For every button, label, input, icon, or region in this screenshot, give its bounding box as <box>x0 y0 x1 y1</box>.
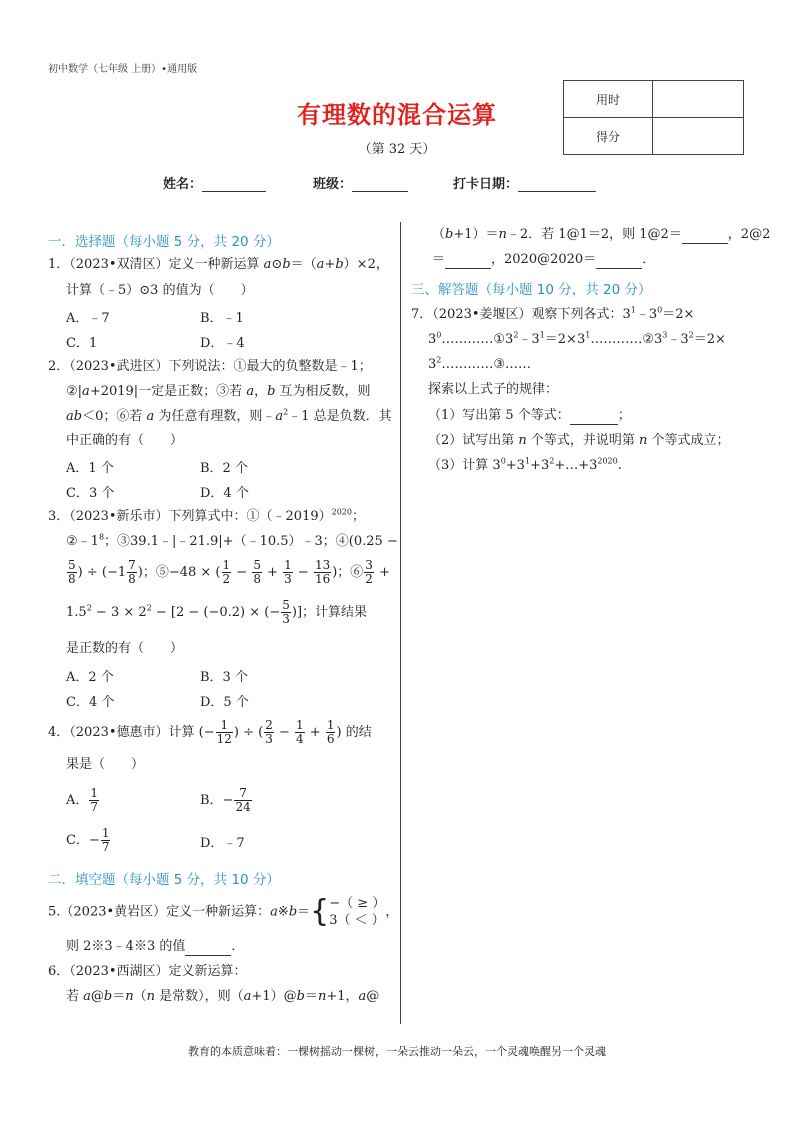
date-field[interactable] <box>453 173 596 192</box>
time-field[interactable] <box>653 81 744 118</box>
q6-blank-2[interactable] <box>445 254 491 269</box>
frac-1-12: $\frac{1}{12}$ <box>216 718 232 746</box>
q7-blank[interactable] <box>570 410 618 425</box>
q6-line3: （b+1）＝n﹣2．若 1@1＝2，则 1@2＝ ，2@2 <box>432 227 771 242</box>
q4-option-d[interactable]: D．﹣7 <box>200 836 245 851</box>
q3-option-b[interactable]: B．3 个 <box>200 670 248 685</box>
footer-quote: 教育的本质意味着：一棵树摇动一棵树，一朵云推动一朵云，一个灵魂唤醒另一个灵魂 <box>188 1045 606 1058</box>
q3-line4: $1.5^2 - 3 \times 2^2 - [2 - (-0.2)$ × (− $\frac{5}{3}$ )]；计算结果 <box>66 598 368 626</box>
section-choice-heading: 一．选择题（每小题 5 分，共 20 分） <box>48 234 280 250</box>
q1-line2: 计算（﹣5）⊙3 的值为（ ） <box>66 283 254 298</box>
date-label: 打卡日期： <box>453 177 519 192</box>
q7-line4: 探索以上式子的规律： <box>428 382 559 397</box>
q6-line2: 若 a@b＝n（n 是常数），则（a+1）@b＝n+1，a@ <box>66 989 380 1004</box>
q4-option-c[interactable]: C．− $\frac{1}{7}$ <box>66 826 110 854</box>
q1-line1: 1．（2023•双清区）定义一种新运算 a⊙b＝（a+b）×2， <box>48 257 389 272</box>
q4-option-b[interactable]: B．− $\frac{7}{24}$ <box>200 786 251 814</box>
frac-5-3: $\frac{5}{3}$ <box>282 598 290 626</box>
time-score-box <box>563 80 744 155</box>
q7-line7: （3）计算 $3^0+3^1+3^2+\dots+3^{2020}$. <box>428 456 622 473</box>
name-field[interactable] <box>163 173 266 192</box>
page-title: 有理数的混合运算 <box>297 101 497 129</box>
frac-7-8: $\frac{7}{8}$ <box>128 558 136 586</box>
q6-blank-3[interactable] <box>596 254 642 269</box>
q1-option-a[interactable]: A．﹣7 <box>66 311 110 326</box>
day-label: （第 32 天） <box>358 142 436 157</box>
class-label: 班级： <box>313 177 353 192</box>
q6-line1: 6．（2023•西湖区）定义新运算： <box>48 964 247 979</box>
q7-line2: $3^0\dots\dots\dots\dots ①3^2﹣3^1=2\times 3^1\dots\dots\dots\dots ②3^3﹣3^2=2\times$ <box>428 330 726 347</box>
q2-option-d[interactable]: D．4 个 <box>200 486 249 501</box>
q2-option-b[interactable]: B．2 个 <box>200 461 248 476</box>
score-field[interactable] <box>653 118 744 155</box>
q3-line2: $②﹣1^8$；③39.1﹣|﹣21.9|+（﹣10.5）﹣3；④(0.25 − <box>66 532 398 549</box>
frac-3-2: $\frac{3}{2}$ <box>365 558 373 586</box>
q7-line1: 7．（2023•姜堰区）观察下列各式：$3^1﹣3^0=2\times$ <box>411 305 695 322</box>
q6-line4: ＝ ，2020@2020＝ ． <box>432 252 656 267</box>
frac-1-4: $\frac{1}{4}$ <box>296 718 304 746</box>
q2-option-c[interactable]: C．3 个 <box>66 486 115 501</box>
section-fill-heading: 二．填空题（每小题 5 分，共 10 分） <box>48 872 280 888</box>
q4-line1: 4．（2023•德惠市）计算 (− $\frac{1}{12}$ ) ÷ ( $\frac{2}{3}$ − $\frac{1}{4}$ + $\frac{1}{6}$ ) 的结 <box>48 718 372 746</box>
q6-blank-1[interactable] <box>682 229 728 244</box>
frac-13-16: $\frac{13}{16}$ <box>314 558 331 586</box>
q2-line1: 2．（2023•武进区）下列说法：①最大的负整数是﹣1； <box>48 359 372 374</box>
frac-1-3: $\frac{1}{3}$ <box>284 558 292 586</box>
name-label: 姓名： <box>163 177 203 192</box>
q4-line2: 果是（ ） <box>66 757 145 772</box>
q3-line1: 3．（2023•新乐市）下列算式中：①（﹣2019）$^{2020}$； <box>48 507 365 524</box>
q5-line2: 则 2※3﹣4※3 的值 ． <box>66 939 245 954</box>
q2-line3: ab＜0；⑥若 a 为任意有理数，则$﹣a^2﹣1$ 总是负数．其 <box>66 407 392 424</box>
q3-option-a[interactable]: A．2 个 <box>66 670 114 685</box>
class-blank[interactable] <box>352 177 408 192</box>
q3-option-d[interactable]: D．5 个 <box>200 695 249 710</box>
q3-line3: $\frac{5}{8}$ ) ÷ (−1 $\frac{7}{8}$ )；⑤−48 × ( $\frac{1}{2}$ − $\frac{5}{8}$ + $\frac{1}{3}$ − $\frac{13}{16}$ )；⑥ $\frac{3}{2}$ + <box>68 558 390 586</box>
q7-line3: $3^2\dots\dots\dots\dots ③\dots\dots$ <box>428 355 532 372</box>
q7-line6: （2）试写出第 n 个等式，并说明第 n 个等式成立； <box>428 433 730 448</box>
score-label: 得分 <box>564 118 653 155</box>
date-blank[interactable] <box>518 177 596 192</box>
series-label: 初中数学（七年级 上册）•通用版 <box>48 64 198 75</box>
q5-line1: 5.（2023•黄岩区）定义一种新运算：a※b＝{ −（ ≥ ） 3（ ＜ ） ， <box>48 894 399 929</box>
brace-symbol: { <box>310 894 330 929</box>
q1-option-d[interactable]: D．﹣4 <box>200 336 245 351</box>
frac-1-6: $\frac{1}{6}$ <box>326 718 335 746</box>
column-divider <box>400 222 401 1024</box>
q5-answer-blank[interactable] <box>185 941 231 956</box>
frac-1-2: $\frac{1}{2}$ <box>222 558 231 586</box>
frac-5-8b: $\frac{5}{8}$ <box>253 558 261 586</box>
q7-line5: （1）写出第 5 个等式： ； <box>428 408 631 423</box>
q2-option-a[interactable]: A．1 个 <box>66 461 114 476</box>
class-field[interactable] <box>313 173 408 192</box>
frac-2-3: $\frac{2}{3}$ <box>265 718 273 746</box>
section-answer-heading: 三、解答题（每小题 10 分，共 20 分） <box>411 282 652 298</box>
q1-option-c[interactable]: C．1 <box>66 336 98 351</box>
q3-line5: 是正数的有（ ） <box>66 641 184 656</box>
name-blank[interactable] <box>202 177 266 192</box>
q4-option-a[interactable]: A． $\frac{1}{7}$ <box>66 786 99 814</box>
q3-option-c[interactable]: C．4 个 <box>66 695 115 710</box>
time-label: 用时 <box>564 81 653 118</box>
q2-line2: ②|a+2019|一定是正数；③若 a，b 互为相反数，则 <box>66 384 371 399</box>
q2-line4: 中正确的有（ ） <box>66 433 184 448</box>
q1-option-b[interactable]: B．﹣1 <box>200 311 244 326</box>
frac-5-8: $\frac{5}{8}$ <box>68 558 76 586</box>
